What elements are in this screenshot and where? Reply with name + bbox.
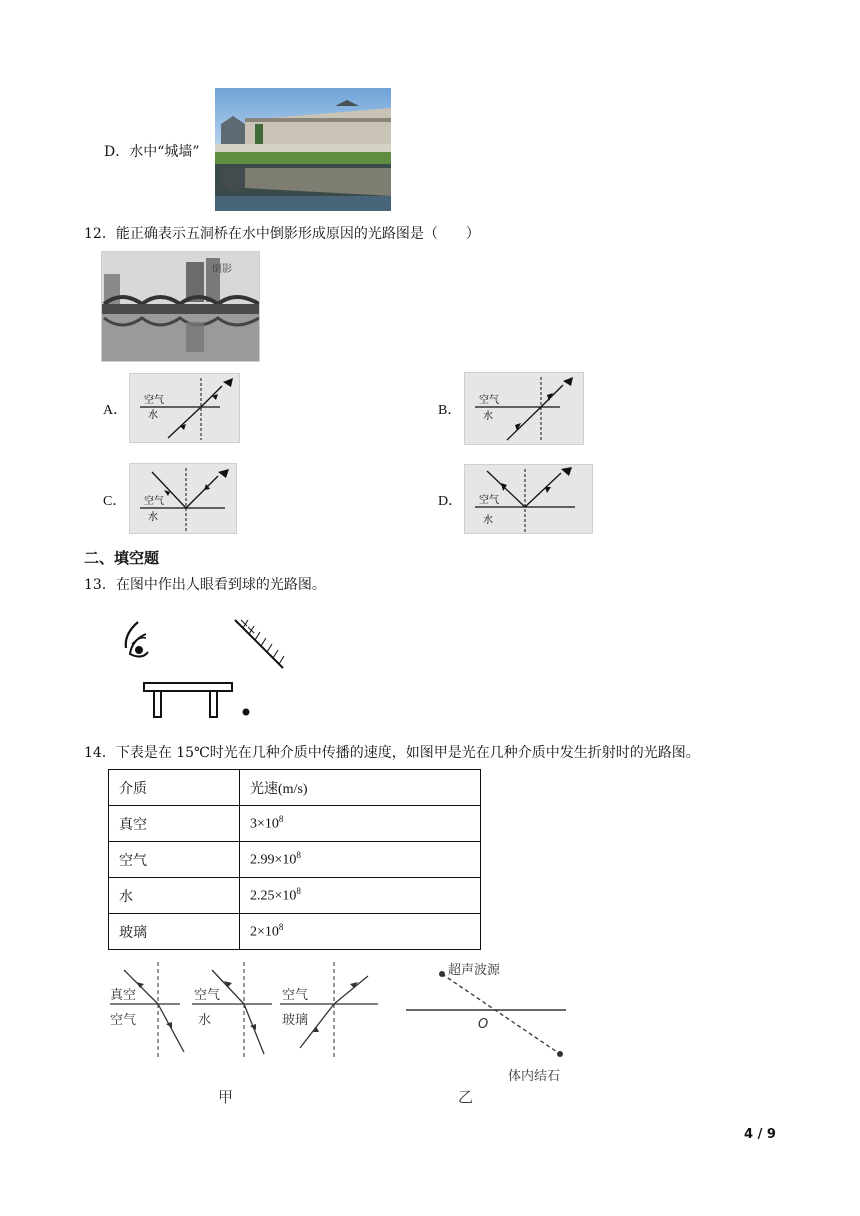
table-cell-speed: $2.25\times 10^8$	[240, 878, 481, 914]
jia-panel1-bottom: 空气	[110, 1013, 137, 1028]
air-label: 空气	[144, 395, 164, 406]
q12-option-a-diagram[interactable]	[129, 373, 240, 443]
water-label: 水	[483, 515, 493, 526]
q12-option-d-diagram[interactable]	[464, 464, 593, 534]
jia-panel3-bottom: 玻璃	[282, 1013, 309, 1028]
yi-caption: 乙	[458, 1088, 474, 1106]
light-speed-table	[108, 769, 481, 950]
photo-stamp-text: 倒影	[212, 264, 232, 275]
table-row	[109, 914, 481, 950]
yi-point-o: O	[478, 1017, 489, 1032]
water-label: 水	[148, 410, 158, 421]
table-header-speed: 光速(m/s)	[240, 770, 481, 806]
five-arch-bridge-photo	[101, 251, 260, 362]
q12-option-c-label: C．	[103, 494, 127, 509]
jia-panel1-top: 真空	[110, 988, 137, 1003]
water-label: 水	[483, 411, 493, 422]
table-row	[109, 842, 481, 878]
q12-stem: 12．能正确表示五洞桥在水中倒影形成原因的光路图是（ ）	[84, 226, 480, 242]
eye-mirror-ball-figure	[110, 610, 295, 722]
table-header-row	[109, 770, 481, 806]
jia-panel2-top: 空气	[194, 988, 221, 1003]
air-label: 空气	[479, 495, 499, 506]
air-label: 空气	[144, 496, 164, 507]
refraction-figure-jia	[100, 958, 390, 1108]
table-cell-medium: 真空	[109, 806, 240, 842]
jia-panel2-bottom: 水	[198, 1013, 212, 1028]
q14-stem: 14．下表是在 15℃时光在几种介质中传播的速度，如图甲是光在几种介质中发生折射时的光路图。	[84, 745, 700, 761]
section-title: 二、填空题	[84, 549, 160, 567]
page-number: 4 / 9	[744, 1127, 776, 1142]
yi-target-label: 体内结石	[508, 1069, 561, 1084]
table-cell-medium: 空气	[109, 842, 240, 878]
q12-option-b-diagram[interactable]	[464, 372, 584, 445]
q12-option-c-diagram[interactable]	[129, 463, 237, 534]
table-row	[109, 806, 481, 842]
q11-option-d-label: D．水中“城墙”	[104, 144, 200, 160]
ultrasound-figure-yi	[400, 958, 580, 1108]
table-header-medium: 介质	[109, 770, 240, 806]
q12-option-d-label: D．	[438, 494, 463, 509]
table-cell-speed: $2.99\times 10^8$	[240, 842, 481, 878]
air-label: 空气	[479, 395, 499, 406]
q12-option-a-label: A．	[103, 403, 128, 418]
table-row	[109, 878, 481, 914]
table-cell-medium: 水	[109, 878, 240, 914]
jia-caption: 甲	[218, 1088, 234, 1106]
table-cell-speed: $2\times 10^8$	[240, 914, 481, 950]
water-label: 水	[148, 512, 158, 523]
city-wall-reflection-photo	[215, 88, 391, 211]
table-cell-speed: $3\times 10^8$	[240, 806, 481, 842]
q12-option-b-label: B．	[438, 403, 462, 418]
q13-stem: 13．在图中作出人眼看到球的光路图。	[84, 577, 326, 593]
table-cell-medium: 玻璃	[109, 914, 240, 950]
jia-panel3-top: 空气	[282, 988, 309, 1003]
yi-source-label: 超声波源	[448, 963, 501, 978]
